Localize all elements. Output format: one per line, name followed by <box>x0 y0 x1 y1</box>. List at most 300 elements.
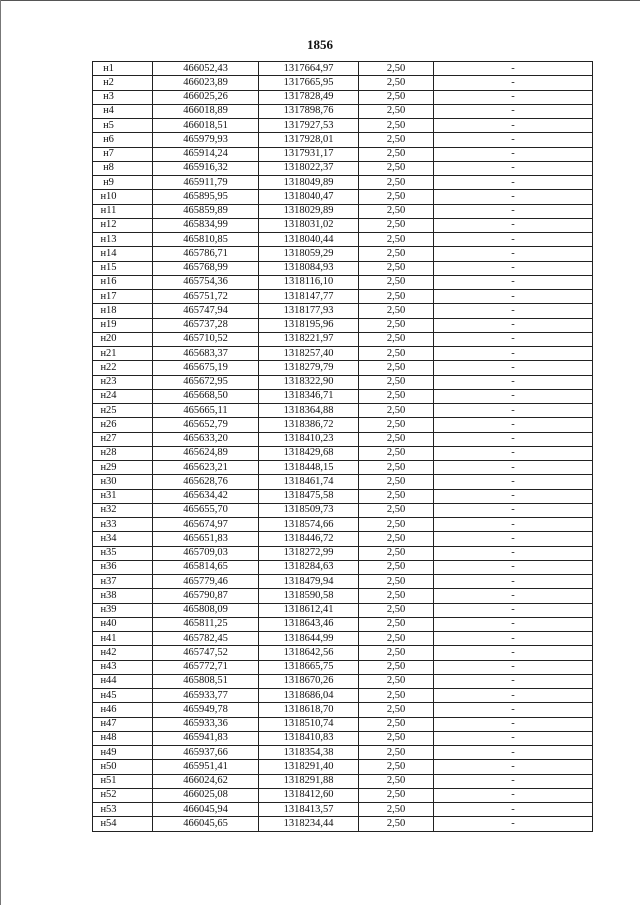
accuracy-cell: 2,50 <box>359 418 434 432</box>
y-coordinate-cell: 1317665,95 <box>259 76 359 90</box>
y-coordinate-cell: 1318040,47 <box>259 190 359 204</box>
point-id-cell: н31 <box>93 489 153 503</box>
x-coordinate-cell: 465754,36 <box>153 275 259 289</box>
point-id-cell: н13 <box>93 233 153 247</box>
x-coordinate-cell: 465811,25 <box>153 617 259 631</box>
description-cell: - <box>434 176 593 190</box>
table-row <box>93 717 593 731</box>
accuracy-cell: 2,50 <box>359 404 434 418</box>
point-id-cell: н29 <box>93 461 153 475</box>
y-coordinate-cell: 1318029,89 <box>259 204 359 218</box>
y-coordinate-cell: 1317664,97 <box>259 62 359 76</box>
point-id-cell: н2 <box>93 76 153 90</box>
table-row <box>93 275 593 289</box>
description-cell: - <box>434 404 593 418</box>
accuracy-cell: 2,50 <box>359 660 434 674</box>
x-coordinate-cell: 465768,99 <box>153 261 259 275</box>
y-coordinate-cell: 1318354,38 <box>259 746 359 760</box>
x-coordinate-cell: 465709,03 <box>153 546 259 560</box>
description-cell: - <box>434 204 593 218</box>
table-row <box>93 62 593 76</box>
x-coordinate-cell: 466045,94 <box>153 803 259 817</box>
x-coordinate-cell: 465683,37 <box>153 347 259 361</box>
x-coordinate-cell: 465674,97 <box>153 518 259 532</box>
point-id-cell: н47 <box>93 717 153 731</box>
accuracy-cell: 2,50 <box>359 218 434 232</box>
table-row <box>93 147 593 161</box>
point-id-cell: н15 <box>93 261 153 275</box>
description-cell: - <box>434 332 593 346</box>
description-cell: - <box>434 318 593 332</box>
description-cell: - <box>434 375 593 389</box>
point-id-cell: н45 <box>93 689 153 703</box>
y-coordinate-cell: 1317928,01 <box>259 133 359 147</box>
x-coordinate-cell: 465668,50 <box>153 389 259 403</box>
description-cell: - <box>434 589 593 603</box>
y-coordinate-cell: 1318195,96 <box>259 318 359 332</box>
table-row <box>93 503 593 517</box>
description-cell: - <box>434 361 593 375</box>
y-coordinate-cell: 1318147,77 <box>259 290 359 304</box>
description-cell: - <box>434 660 593 674</box>
accuracy-cell: 2,50 <box>359 204 434 218</box>
point-id-cell: н4 <box>93 104 153 118</box>
table-row <box>93 674 593 688</box>
x-coordinate-cell: 465779,46 <box>153 575 259 589</box>
point-id-cell: н20 <box>93 332 153 346</box>
table-row <box>93 817 593 831</box>
accuracy-cell: 2,50 <box>359 689 434 703</box>
y-coordinate-cell: 1318509,73 <box>259 503 359 517</box>
accuracy-cell: 2,50 <box>359 560 434 574</box>
y-coordinate-cell: 1318410,83 <box>259 731 359 745</box>
table-row <box>93 218 593 232</box>
table-row <box>93 133 593 147</box>
table-row <box>93 774 593 788</box>
point-id-cell: н21 <box>93 347 153 361</box>
table-row <box>93 660 593 674</box>
y-coordinate-cell: 1318177,93 <box>259 304 359 318</box>
description-cell: - <box>434 247 593 261</box>
accuracy-cell: 2,50 <box>359 546 434 560</box>
y-coordinate-cell: 1318686,04 <box>259 689 359 703</box>
point-id-cell: н6 <box>93 133 153 147</box>
y-coordinate-cell: 1318221,97 <box>259 332 359 346</box>
scan-left-border <box>0 0 1 905</box>
x-coordinate-cell: 465911,79 <box>153 176 259 190</box>
y-coordinate-cell: 1318049,89 <box>259 176 359 190</box>
description-cell: - <box>434 261 593 275</box>
accuracy-cell: 2,50 <box>359 760 434 774</box>
x-coordinate-cell: 465810,85 <box>153 233 259 247</box>
table-row <box>93 418 593 432</box>
description-cell: - <box>434 617 593 631</box>
accuracy-cell: 2,50 <box>359 318 434 332</box>
table-row <box>93 746 593 760</box>
x-coordinate-cell: 465710,52 <box>153 332 259 346</box>
point-id-cell: н36 <box>93 560 153 574</box>
description-cell: - <box>434 233 593 247</box>
point-id-cell: н23 <box>93 375 153 389</box>
description-cell: - <box>434 603 593 617</box>
point-id-cell: н11 <box>93 204 153 218</box>
point-id-cell: н25 <box>93 404 153 418</box>
y-coordinate-cell: 1318031,02 <box>259 218 359 232</box>
y-coordinate-cell: 1318590,58 <box>259 589 359 603</box>
description-cell: - <box>434 161 593 175</box>
accuracy-cell: 2,50 <box>359 190 434 204</box>
x-coordinate-cell: 465634,42 <box>153 489 259 503</box>
y-coordinate-cell: 1318448,15 <box>259 461 359 475</box>
x-coordinate-cell: 465790,87 <box>153 589 259 603</box>
point-id-cell: н12 <box>93 218 153 232</box>
point-id-cell: н51 <box>93 774 153 788</box>
y-coordinate-cell: 1318644,99 <box>259 632 359 646</box>
description-cell: - <box>434 689 593 703</box>
accuracy-cell: 2,50 <box>359 176 434 190</box>
y-coordinate-cell: 1318291,40 <box>259 760 359 774</box>
y-coordinate-cell: 1317898,76 <box>259 104 359 118</box>
point-id-cell: н16 <box>93 275 153 289</box>
table-row <box>93 575 593 589</box>
x-coordinate-cell: 465747,52 <box>153 646 259 660</box>
description-cell: - <box>434 518 593 532</box>
description-cell: - <box>434 190 593 204</box>
table-row <box>93 632 593 646</box>
table-row <box>93 261 593 275</box>
description-cell: - <box>434 418 593 432</box>
x-coordinate-cell: 466025,08 <box>153 788 259 802</box>
y-coordinate-cell: 1318116,10 <box>259 275 359 289</box>
description-cell: - <box>434 546 593 560</box>
point-id-cell: н42 <box>93 646 153 660</box>
x-coordinate-cell: 466025,26 <box>153 90 259 104</box>
x-coordinate-cell: 465949,78 <box>153 703 259 717</box>
y-coordinate-cell: 1318279,79 <box>259 361 359 375</box>
accuracy-cell: 2,50 <box>359 603 434 617</box>
y-coordinate-cell: 1317931,17 <box>259 147 359 161</box>
description-cell: - <box>434 774 593 788</box>
point-id-cell: н24 <box>93 389 153 403</box>
table-row <box>93 646 593 660</box>
table-row <box>93 532 593 546</box>
description-cell: - <box>434 119 593 133</box>
description-cell: - <box>434 646 593 660</box>
accuracy-cell: 2,50 <box>359 275 434 289</box>
accuracy-cell: 2,50 <box>359 717 434 731</box>
accuracy-cell: 2,50 <box>359 446 434 460</box>
accuracy-cell: 2,50 <box>359 133 434 147</box>
table-row <box>93 475 593 489</box>
y-coordinate-cell: 1318412,60 <box>259 788 359 802</box>
point-id-cell: н19 <box>93 318 153 332</box>
x-coordinate-cell: 465979,93 <box>153 133 259 147</box>
x-coordinate-cell: 466018,51 <box>153 119 259 133</box>
x-coordinate-cell: 465834,99 <box>153 218 259 232</box>
accuracy-cell: 2,50 <box>359 703 434 717</box>
point-id-cell: н54 <box>93 817 153 831</box>
table-row <box>93 731 593 745</box>
accuracy-cell: 2,50 <box>359 147 434 161</box>
description-cell: - <box>434 389 593 403</box>
point-id-cell: н37 <box>93 575 153 589</box>
accuracy-cell: 2,50 <box>359 62 434 76</box>
accuracy-cell: 2,50 <box>359 332 434 346</box>
accuracy-cell: 2,50 <box>359 475 434 489</box>
x-coordinate-cell: 465623,21 <box>153 461 259 475</box>
x-coordinate-cell: 465859,89 <box>153 204 259 218</box>
x-coordinate-cell: 465941,83 <box>153 731 259 745</box>
description-cell: - <box>434 275 593 289</box>
table-row <box>93 617 593 631</box>
accuracy-cell: 2,50 <box>359 432 434 446</box>
description-cell: - <box>434 304 593 318</box>
accuracy-cell: 2,50 <box>359 304 434 318</box>
table-row <box>93 589 593 603</box>
y-coordinate-cell: 1317828,49 <box>259 90 359 104</box>
accuracy-cell: 2,50 <box>359 290 434 304</box>
accuracy-cell: 2,50 <box>359 674 434 688</box>
point-id-cell: н30 <box>93 475 153 489</box>
accuracy-cell: 2,50 <box>359 817 434 831</box>
x-coordinate-cell: 465933,36 <box>153 717 259 731</box>
accuracy-cell: 2,50 <box>359 389 434 403</box>
point-id-cell: н28 <box>93 446 153 460</box>
point-id-cell: н1 <box>93 62 153 76</box>
y-coordinate-cell: 1318322,90 <box>259 375 359 389</box>
accuracy-cell: 2,50 <box>359 746 434 760</box>
accuracy-cell: 2,50 <box>359 76 434 90</box>
y-coordinate-cell: 1318642,56 <box>259 646 359 660</box>
y-coordinate-cell: 1318643,46 <box>259 617 359 631</box>
accuracy-cell: 2,50 <box>359 731 434 745</box>
accuracy-cell: 2,50 <box>359 261 434 275</box>
x-coordinate-cell: 465951,41 <box>153 760 259 774</box>
point-id-cell: н34 <box>93 532 153 546</box>
x-coordinate-cell: 465914,24 <box>153 147 259 161</box>
point-id-cell: н14 <box>93 247 153 261</box>
description-cell: - <box>434 104 593 118</box>
point-id-cell: н33 <box>93 518 153 532</box>
description-cell: - <box>434 560 593 574</box>
point-id-cell: н44 <box>93 674 153 688</box>
page-number: 1856 <box>307 37 333 52</box>
table-row <box>93 104 593 118</box>
x-coordinate-cell: 465675,19 <box>153 361 259 375</box>
description-cell: - <box>434 290 593 304</box>
table-row <box>93 347 593 361</box>
x-coordinate-cell: 465808,09 <box>153 603 259 617</box>
description-cell: - <box>434 632 593 646</box>
table-row <box>93 318 593 332</box>
x-coordinate-cell: 465672,95 <box>153 375 259 389</box>
y-coordinate-cell: 1318410,23 <box>259 432 359 446</box>
table-row <box>93 247 593 261</box>
table-row <box>93 304 593 318</box>
point-id-cell: н32 <box>93 503 153 517</box>
description-cell: - <box>434 76 593 90</box>
x-coordinate-cell: 465652,79 <box>153 418 259 432</box>
x-coordinate-cell: 466023,89 <box>153 76 259 90</box>
table-row <box>93 161 593 175</box>
coordinates-table <box>92 61 593 832</box>
y-coordinate-cell: 1318272,99 <box>259 546 359 560</box>
y-coordinate-cell: 1318413,57 <box>259 803 359 817</box>
accuracy-cell: 2,50 <box>359 632 434 646</box>
accuracy-cell: 2,50 <box>359 347 434 361</box>
x-coordinate-cell: 465786,71 <box>153 247 259 261</box>
accuracy-cell: 2,50 <box>359 503 434 517</box>
accuracy-cell: 2,50 <box>359 803 434 817</box>
point-id-cell: н3 <box>93 90 153 104</box>
y-coordinate-cell: 1318284,63 <box>259 560 359 574</box>
x-coordinate-cell: 466018,89 <box>153 104 259 118</box>
x-coordinate-cell: 465737,28 <box>153 318 259 332</box>
table-row <box>93 404 593 418</box>
table-row <box>93 290 593 304</box>
table-row <box>93 518 593 532</box>
point-id-cell: н40 <box>93 617 153 631</box>
description-cell: - <box>434 788 593 802</box>
point-id-cell: н26 <box>93 418 153 432</box>
x-coordinate-cell: 465895,95 <box>153 190 259 204</box>
description-cell: - <box>434 803 593 817</box>
point-id-cell: н38 <box>93 589 153 603</box>
accuracy-cell: 2,50 <box>359 361 434 375</box>
x-coordinate-cell: 466045,65 <box>153 817 259 831</box>
accuracy-cell: 2,50 <box>359 788 434 802</box>
accuracy-cell: 2,50 <box>359 233 434 247</box>
table-row <box>93 703 593 717</box>
x-coordinate-cell: 465808,51 <box>153 674 259 688</box>
y-coordinate-cell: 1318346,71 <box>259 389 359 403</box>
table-row <box>93 461 593 475</box>
point-id-cell: н50 <box>93 760 153 774</box>
description-cell: - <box>434 817 593 831</box>
y-coordinate-cell: 1317927,53 <box>259 119 359 133</box>
table-row <box>93 803 593 817</box>
point-id-cell: н49 <box>93 746 153 760</box>
table-row <box>93 546 593 560</box>
x-coordinate-cell: 466052,43 <box>153 62 259 76</box>
scan-top-border <box>0 0 640 1</box>
description-cell: - <box>434 760 593 774</box>
x-coordinate-cell: 465747,94 <box>153 304 259 318</box>
table-row <box>93 90 593 104</box>
accuracy-cell: 2,50 <box>359 489 434 503</box>
point-id-cell: н18 <box>93 304 153 318</box>
table-row <box>93 332 593 346</box>
point-id-cell: н52 <box>93 788 153 802</box>
x-coordinate-cell: 465651,83 <box>153 532 259 546</box>
table-row <box>93 432 593 446</box>
x-coordinate-cell: 465624,89 <box>153 446 259 460</box>
y-coordinate-cell: 1318479,94 <box>259 575 359 589</box>
accuracy-cell: 2,50 <box>359 161 434 175</box>
description-cell: - <box>434 432 593 446</box>
description-cell: - <box>434 347 593 361</box>
description-cell: - <box>434 674 593 688</box>
accuracy-cell: 2,50 <box>359 375 434 389</box>
y-coordinate-cell: 1318618,70 <box>259 703 359 717</box>
point-id-cell: н53 <box>93 803 153 817</box>
y-coordinate-cell: 1318574,66 <box>259 518 359 532</box>
y-coordinate-cell: 1318665,75 <box>259 660 359 674</box>
x-coordinate-cell: 465772,71 <box>153 660 259 674</box>
description-cell: - <box>434 703 593 717</box>
table-row <box>93 788 593 802</box>
description-cell: - <box>434 475 593 489</box>
x-coordinate-cell: 465751,72 <box>153 290 259 304</box>
point-id-cell: н41 <box>93 632 153 646</box>
y-coordinate-cell: 1318670,26 <box>259 674 359 688</box>
table-row <box>93 176 593 190</box>
x-coordinate-cell: 465665,11 <box>153 404 259 418</box>
description-cell: - <box>434 147 593 161</box>
table-row <box>93 190 593 204</box>
x-coordinate-cell: 466024,62 <box>153 774 259 788</box>
x-coordinate-cell: 465933,77 <box>153 689 259 703</box>
x-coordinate-cell: 465937,66 <box>153 746 259 760</box>
y-coordinate-cell: 1318612,41 <box>259 603 359 617</box>
y-coordinate-cell: 1318386,72 <box>259 418 359 432</box>
y-coordinate-cell: 1318364,88 <box>259 404 359 418</box>
x-coordinate-cell: 465916,32 <box>153 161 259 175</box>
point-id-cell: н27 <box>93 432 153 446</box>
accuracy-cell: 2,50 <box>359 617 434 631</box>
y-coordinate-cell: 1318461,74 <box>259 475 359 489</box>
description-cell: - <box>434 133 593 147</box>
description-cell: - <box>434 717 593 731</box>
accuracy-cell: 2,50 <box>359 646 434 660</box>
description-cell: - <box>434 446 593 460</box>
y-coordinate-cell: 1318446,72 <box>259 532 359 546</box>
table-row <box>93 603 593 617</box>
point-id-cell: н46 <box>93 703 153 717</box>
table-row <box>93 689 593 703</box>
point-id-cell: н5 <box>93 119 153 133</box>
point-id-cell: н17 <box>93 290 153 304</box>
description-cell: - <box>434 62 593 76</box>
x-coordinate-cell: 465633,20 <box>153 432 259 446</box>
y-coordinate-cell: 1318234,44 <box>259 817 359 831</box>
table-row <box>93 489 593 503</box>
point-id-cell: н9 <box>93 176 153 190</box>
table-row <box>93 204 593 218</box>
table-row <box>93 233 593 247</box>
description-cell: - <box>434 218 593 232</box>
point-id-cell: н48 <box>93 731 153 745</box>
table-row <box>93 76 593 90</box>
accuracy-cell: 2,50 <box>359 532 434 546</box>
y-coordinate-cell: 1318475,58 <box>259 489 359 503</box>
point-id-cell: н8 <box>93 161 153 175</box>
x-coordinate-cell: 465782,45 <box>153 632 259 646</box>
accuracy-cell: 2,50 <box>359 589 434 603</box>
point-id-cell: н10 <box>93 190 153 204</box>
point-id-cell: н39 <box>93 603 153 617</box>
accuracy-cell: 2,50 <box>359 518 434 532</box>
accuracy-cell: 2,50 <box>359 90 434 104</box>
y-coordinate-cell: 1318429,68 <box>259 446 359 460</box>
y-coordinate-cell: 1318059,29 <box>259 247 359 261</box>
y-coordinate-cell: 1318257,40 <box>259 347 359 361</box>
accuracy-cell: 2,50 <box>359 119 434 133</box>
description-cell: - <box>434 575 593 589</box>
table-row <box>93 389 593 403</box>
point-id-cell: н35 <box>93 546 153 560</box>
description-cell: - <box>434 532 593 546</box>
